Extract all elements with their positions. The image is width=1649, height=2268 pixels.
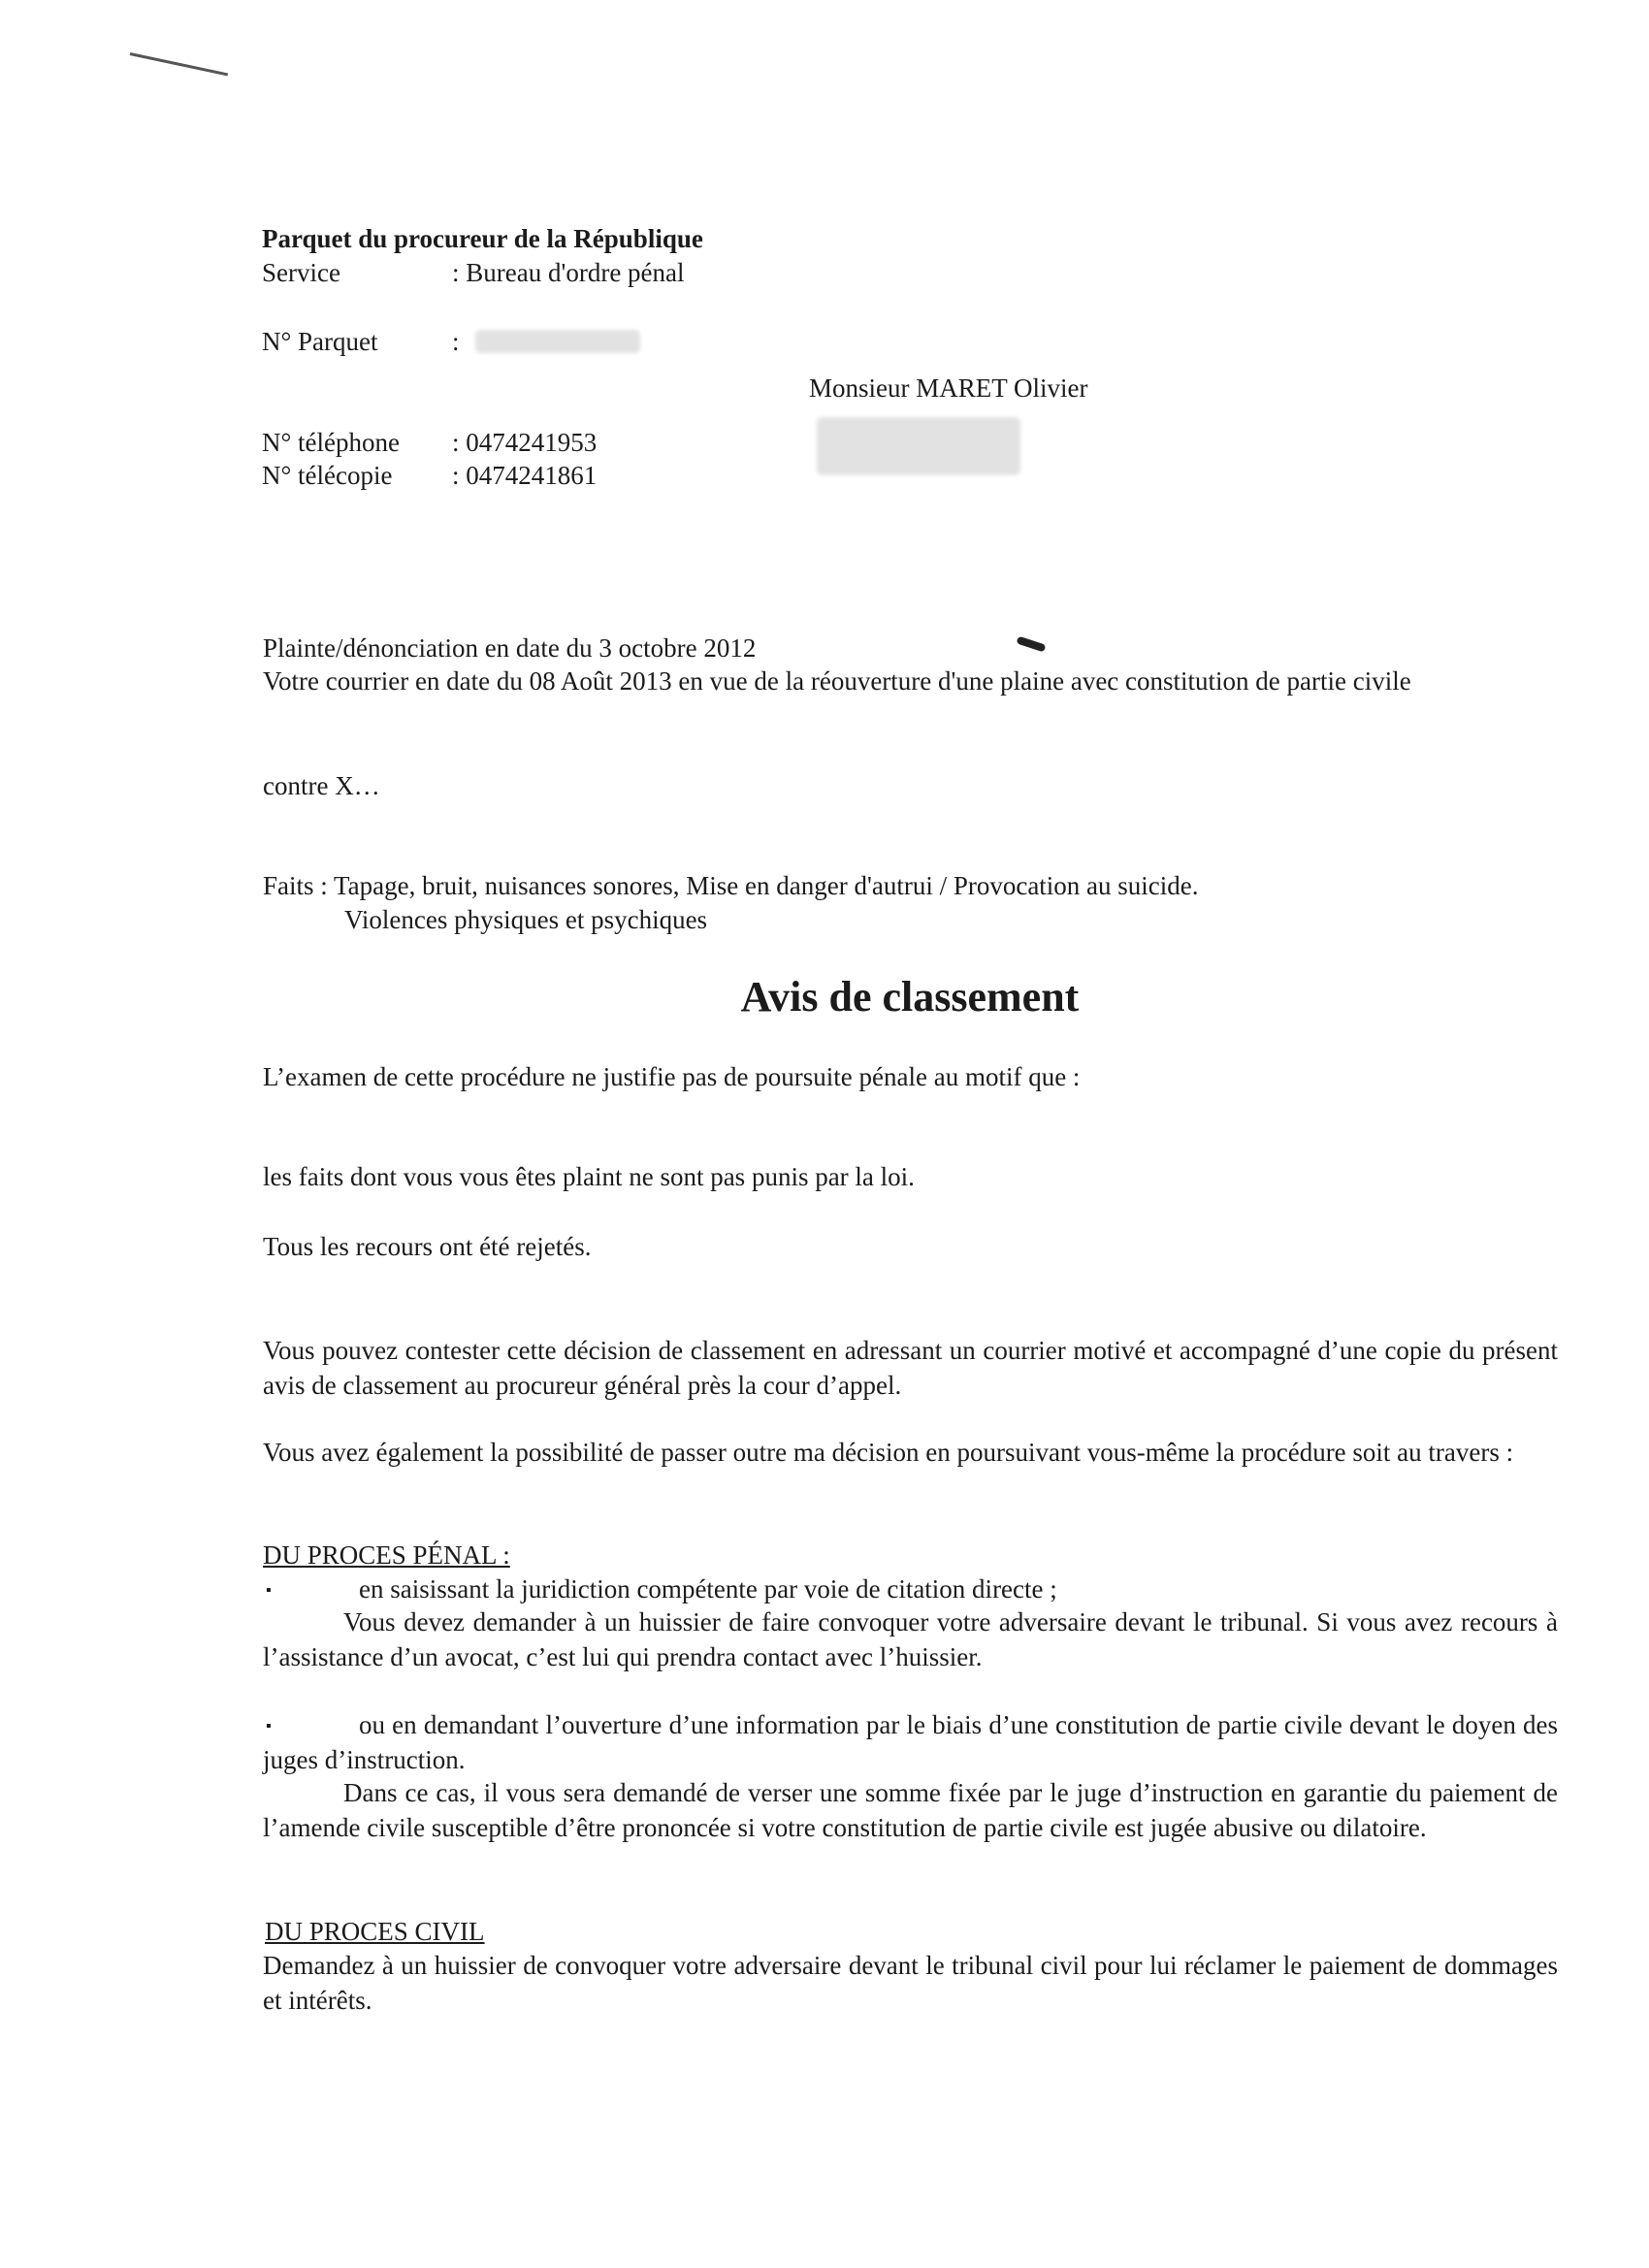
letter-reference: Votre courrier en date du 08 Août 2013 en vue de la réouverture d'une plaine avec constitution de partie civile — [263, 666, 1411, 696]
document-title: Avis de classement — [740, 973, 1080, 1021]
redacted-parquet-number — [475, 330, 640, 353]
bullet-icon: ▪ — [266, 1718, 272, 1734]
alternative-paragraph: Vous avez également la possibilité de passer outre ma décision en poursuivant vous-même la procédure soit au travers : — [263, 1438, 1514, 1467]
penal-option-1: en saisissant la juridiction compétente par voie de citation directe ; — [359, 1574, 1057, 1604]
penal-option-2: ou en demandant l’ouverture d’une information par le biais d’une constitution de partie civile devant le doyen des juges d’instruction. — [263, 1710, 1558, 1774]
service-label: Service — [262, 258, 340, 287]
telephone-label: N° téléphone — [262, 428, 401, 457]
penal-option-2-detail: Dans ce cas, il vous sera demandé de verser une somme fixée par le juge d’instruction en garantie du paiement de l’amende civile susceptible d’être prononcée si votre constitution de partie civile est jugée abusive ou dilatoire. — [263, 1778, 1558, 1842]
penal-option-1-detail: Vous devez demander à un huissier de faire convoquer votre adversaire devant le tribunal. Si vous avez recours à l’assistance d’un avocat, c’est lui qui prendra contact avec l’huissier. — [263, 1607, 1558, 1671]
fax-value: : 0474241861 — [452, 461, 598, 490]
facts-line-2: Violences physiques et psychiques — [344, 905, 708, 934]
civil-heading: DU PROCES CIVIL — [265, 1917, 485, 1946]
against-party: contre X… — [263, 771, 380, 800]
redacted-address — [817, 417, 1020, 475]
dismissal-reason: les faits dont vous vous êtes plaint ne sont pas punis par la loi. — [263, 1162, 915, 1191]
civil-text: Demandez à un huissier de convoquer votre adversaire devant le tribunal civil pour lui réclamer le paiement de dommages et intérêts. — [263, 1951, 1558, 2015]
organisation-name: Parquet du procureur de la République — [262, 224, 703, 253]
fax-label: N° télécopie — [262, 461, 393, 490]
facts-line-1: Faits : Tapage, bruit, nuisances sonores, Mise en danger d'autrui / Provocation au suicide. — [263, 871, 1199, 900]
parquet-number-value: : — [452, 327, 460, 356]
penal-heading: DU PROCES PÉNAL : — [263, 1540, 510, 1570]
procedure-intro: L’examen de cette procédure ne justifie pas de poursuite pénale au motif que : — [263, 1062, 1081, 1091]
parquet-number-label: N° Parquet — [262, 327, 378, 356]
bullet-icon: ▪ — [266, 1582, 272, 1599]
recipient-name: Monsieur MARET Olivier — [809, 373, 1088, 403]
service-value: : Bureau d'ordre pénal — [452, 258, 685, 287]
contest-paragraph: Vous pouvez contester cette décision de classement en adressant un courrier motivé et accompagné d’une copie du présent avis de classement au procureur général près la cour d’appel. — [263, 1336, 1558, 1400]
ink-mark — [1016, 636, 1046, 653]
pen-mark — [130, 52, 228, 76]
complaint-date: Plainte/dénonciation en date du 3 octobre 2012 — [263, 633, 757, 663]
telephone-value: : 0474241953 — [452, 428, 598, 457]
appeals-status: Tous les recours ont été rejetés. — [263, 1232, 592, 1261]
